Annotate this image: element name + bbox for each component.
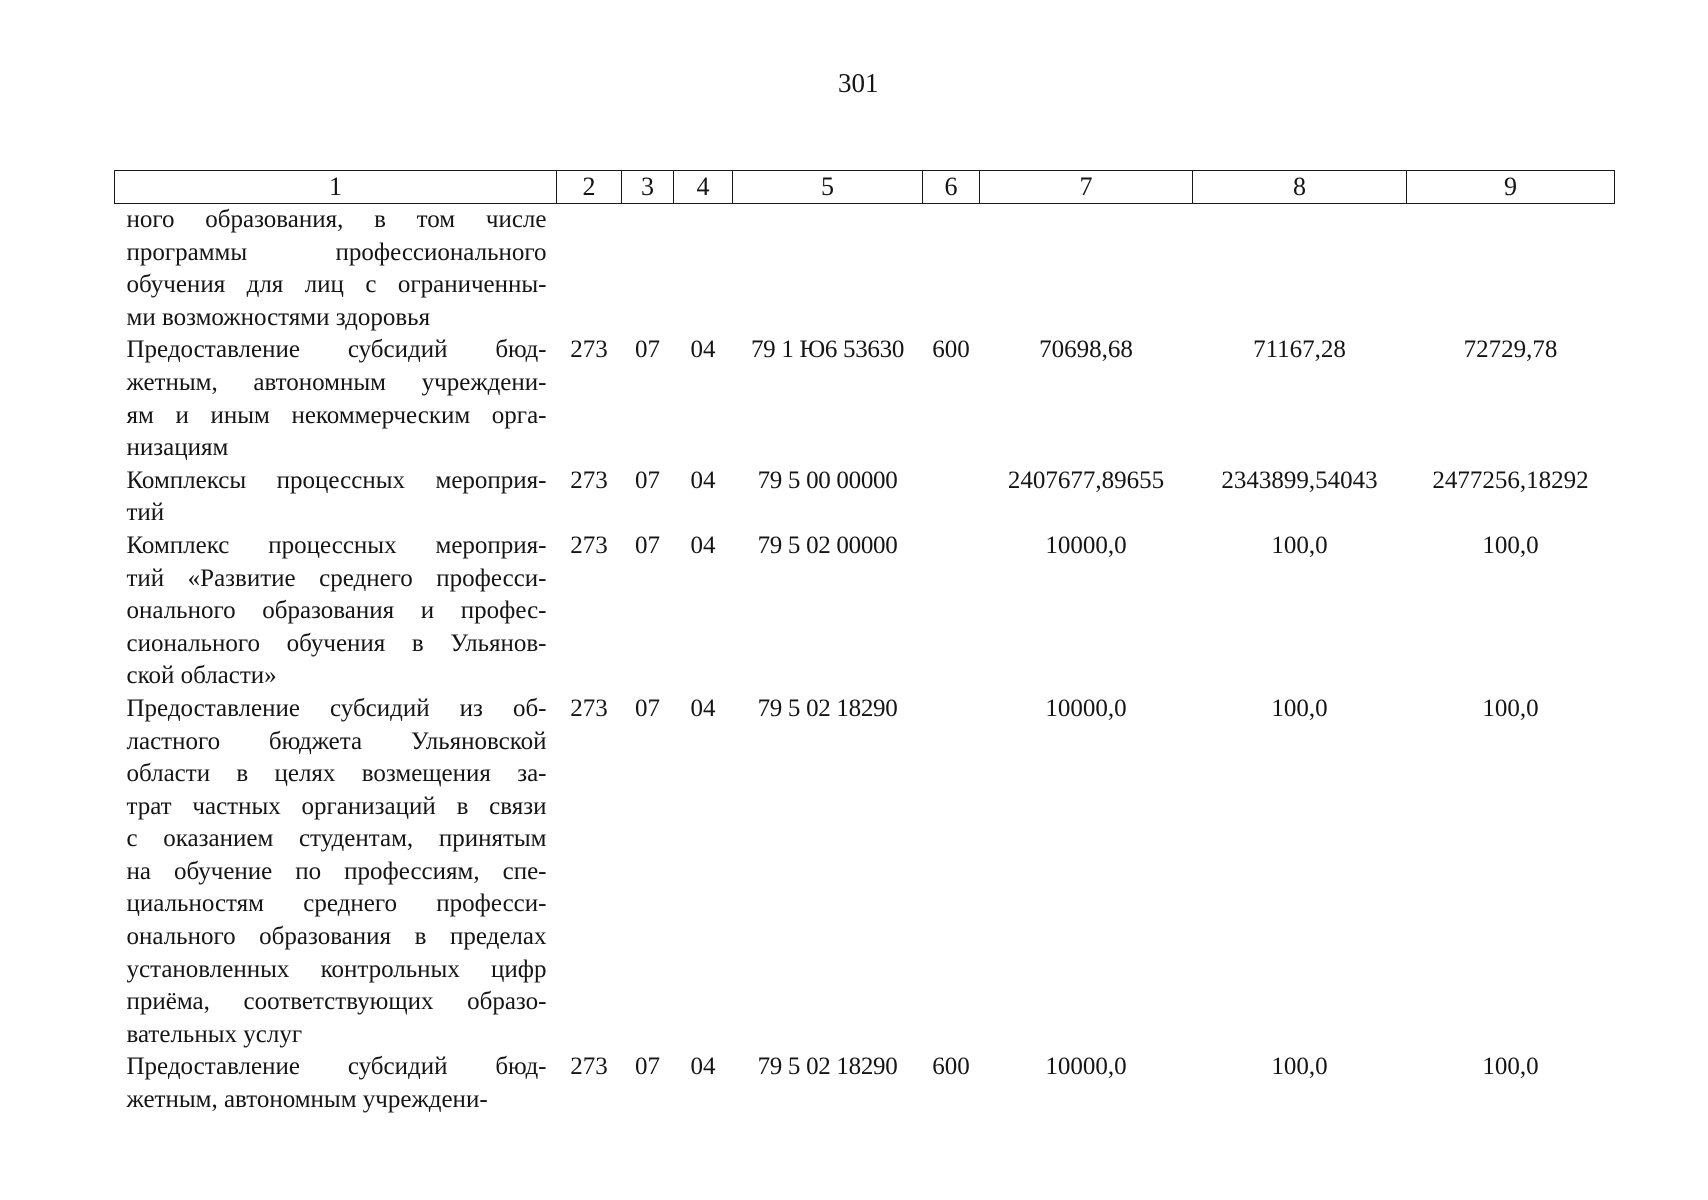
column-6-cell: 600 — [932, 336, 970, 364]
column-header-4: 4 — [674, 171, 733, 204]
table-row — [115, 530, 1615, 693]
description-line: жетным, автономным учреждени- — [126, 368, 547, 396]
table-header — [115, 171, 1615, 204]
column-3-cell: 07 — [635, 1053, 660, 1081]
description-line: обучения для лиц с ограниченны- — [126, 271, 547, 299]
description-cell — [115, 204, 557, 335]
table-row — [115, 1051, 1615, 1116]
column-header-7: 7 — [980, 171, 1193, 204]
amount-col7-cell — [980, 204, 1193, 335]
budget-code-cell — [733, 204, 923, 335]
amount-col8-cell: 2343899,54043 — [1221, 466, 1378, 494]
column-header-6: 6 — [923, 171, 980, 204]
budget-code-cell: 79 1 Ю6 53630 — [750, 336, 905, 364]
amount-col9-cell: 100,0 — [1482, 694, 1539, 722]
amount-col8-cell: 100,0 — [1271, 694, 1328, 722]
amount-col8-cell: 100,0 — [1271, 531, 1328, 559]
amount-col7-cell: 10000,0 — [1045, 531, 1127, 559]
description-line: ям и иным некоммерческим орга- — [126, 401, 547, 429]
column-3-cell: 07 — [635, 466, 660, 494]
budget-code-cell: 79 5 02 18290 — [757, 694, 898, 722]
description-line: ской области» — [126, 662, 277, 690]
amount-col8-cell: 100,0 — [1271, 1053, 1328, 1081]
amount-col9-cell: 72729,78 — [1463, 336, 1558, 364]
description-line: области в целях возмещения за- — [126, 760, 547, 788]
column-3-cell: 07 — [635, 336, 660, 364]
column-3-cell: 07 — [635, 694, 660, 722]
table-row — [115, 334, 1615, 464]
description-line: жетным, автономным учреждени- — [126, 1086, 488, 1114]
column-2-cell: 273 — [570, 531, 608, 559]
table-row — [115, 465, 1615, 530]
column-6-cell — [923, 465, 980, 530]
description-line: Комплексы процессных мероприя- — [126, 466, 547, 494]
column-6-cell — [923, 693, 980, 1052]
description-line: тий — [126, 499, 165, 527]
description-line: Предоставление субсидий бюд- — [126, 336, 547, 364]
amount-col8-cell: 71167,28 — [1253, 336, 1346, 364]
description-line: установленных контрольных цифр — [126, 955, 547, 983]
column-4-cell: 04 — [690, 336, 716, 364]
description-line: циальностям среднего професси- — [126, 890, 547, 918]
description-line: низациям — [126, 434, 229, 462]
table-row — [115, 693, 1615, 1052]
description-line: ми возможностями здоровья — [126, 303, 431, 331]
description-line: онального образования и профес- — [126, 597, 547, 625]
amount-col8-cell — [1193, 204, 1407, 335]
column-4-cell: 04 — [690, 694, 716, 722]
description-line: с оказанием студентам, принятым — [126, 825, 547, 853]
column-6-cell — [923, 530, 980, 693]
column-header-1: 1 — [115, 171, 557, 204]
header-row — [115, 171, 1615, 204]
amount-col7-cell: 10000,0 — [1045, 694, 1127, 722]
description-line: сионального обучения в Ульянов- — [126, 629, 547, 657]
description-cell — [115, 530, 557, 693]
description-line: Предоставление субсидий бюд- — [126, 1053, 547, 1081]
amount-col9-cell: 100,0 — [1482, 1053, 1539, 1081]
description-line: на обучение по профессиям, спе- — [126, 857, 547, 885]
column-2-cell — [557, 204, 622, 335]
description-cell — [115, 1051, 557, 1116]
column-4-cell: 04 — [690, 1053, 716, 1081]
column-2-cell: 273 — [570, 466, 608, 494]
amount-col9-cell — [1407, 204, 1615, 335]
description-line: приёма, соответствующих образо- — [126, 988, 547, 1016]
column-3-cell: 07 — [635, 531, 660, 559]
description-cell — [115, 334, 557, 464]
description-line: программы профессионального — [126, 238, 547, 266]
amount-col7-cell: 2407677,89655 — [1007, 466, 1165, 494]
amount-col9-cell: 100,0 — [1482, 531, 1539, 559]
column-4-cell: 04 — [690, 531, 716, 559]
column-4-cell: 04 — [690, 466, 716, 494]
table-row — [115, 204, 1615, 335]
description-line: трат частных организаций в связи — [126, 792, 547, 820]
description-line: Комплекс процессных мероприя- — [126, 531, 547, 559]
column-header-8: 8 — [1193, 171, 1407, 204]
budget-code-cell: 79 5 02 18290 — [757, 1053, 898, 1081]
description-line: ного образования, в том числе — [126, 206, 547, 233]
description-line: вательных услуг — [126, 1020, 303, 1048]
column-header-3: 3 — [622, 171, 674, 204]
column-4-cell — [674, 204, 733, 335]
column-6-cell: 600 — [932, 1053, 970, 1081]
budget-code-cell: 79 5 02 00000 — [757, 531, 898, 559]
column-2-cell: 273 — [570, 1053, 608, 1081]
amount-col7-cell: 10000,0 — [1045, 1053, 1127, 1081]
column-2-cell: 273 — [570, 336, 608, 364]
table-body — [115, 204, 1615, 1117]
column-header-2: 2 — [557, 171, 622, 204]
description-cell — [115, 465, 557, 530]
column-2-cell: 273 — [570, 694, 608, 722]
column-header-5: 5 — [733, 171, 923, 204]
budget-table — [114, 170, 1615, 1117]
description-line: тий «Развитие среднего професси- — [126, 564, 547, 592]
description-line: Предоставление субсидий из об- — [126, 694, 547, 722]
page-number: 301 — [838, 68, 879, 98]
budget-code-cell: 79 5 00 00000 — [757, 466, 898, 494]
column-3-cell — [622, 204, 674, 335]
description-cell — [115, 693, 557, 1052]
description-line: ластного бюджета Ульяновской — [126, 727, 547, 755]
amount-col7-cell: 70698,68 — [1039, 336, 1133, 364]
description-line: онального образования в пределах — [126, 923, 547, 951]
column-6-cell — [923, 204, 980, 335]
column-header-9: 9 — [1407, 171, 1615, 204]
amount-col9-cell: 2477256,18292 — [1432, 466, 1589, 494]
